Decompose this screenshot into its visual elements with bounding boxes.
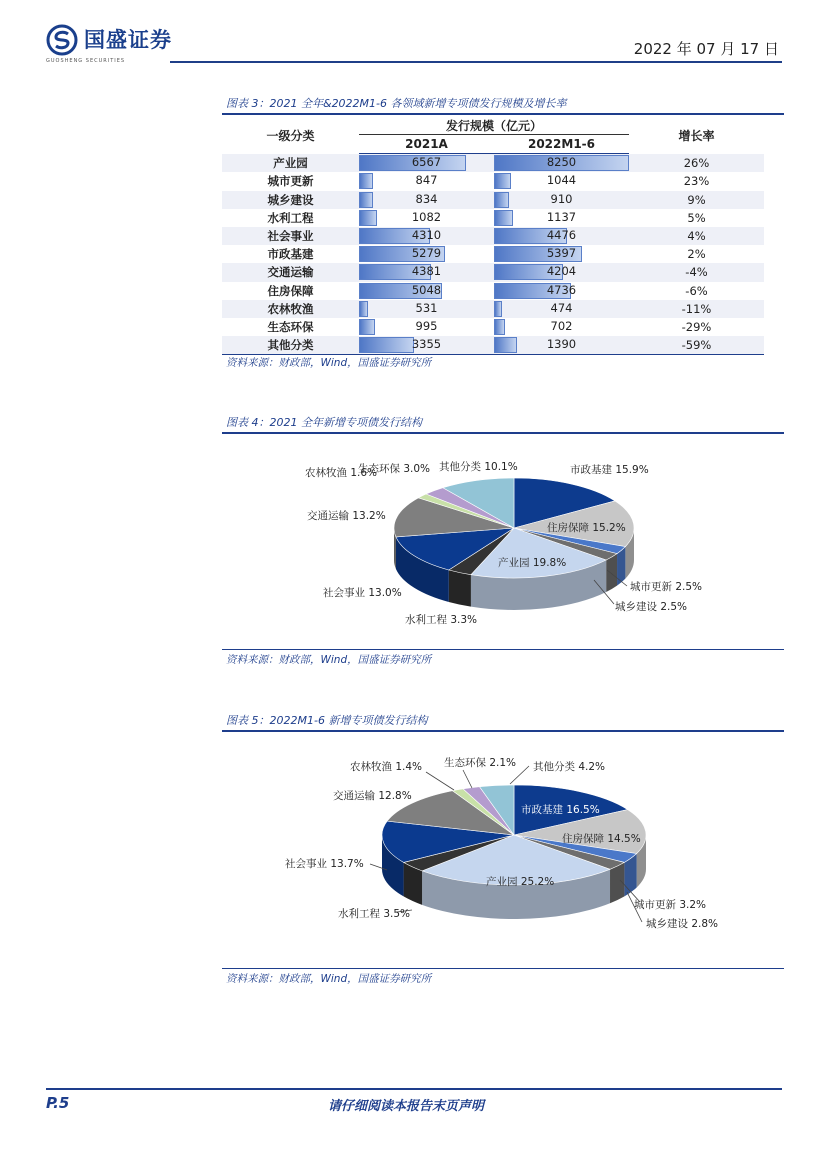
growth-cell: 9% bbox=[629, 191, 764, 209]
col-header-growth: 增长率 bbox=[678, 128, 715, 143]
chart5-bottom-rule bbox=[222, 968, 784, 969]
value-label: 847 bbox=[415, 173, 438, 188]
value-cell-v2022 bbox=[494, 154, 629, 173]
growth-cell: 4% bbox=[629, 227, 764, 245]
value-cell-v2021 bbox=[359, 172, 494, 190]
chart4-top-rule bbox=[222, 432, 784, 434]
page-number: P.5 bbox=[46, 1094, 70, 1112]
value-label: 995 bbox=[415, 318, 438, 333]
table-row bbox=[222, 300, 764, 318]
row-category: 生态环保 bbox=[267, 319, 314, 334]
pie-chart-2022 bbox=[222, 740, 784, 965]
pie-label-住房保障: 住房保障 15.2% bbox=[547, 522, 626, 534]
row-category: 农林牧渔 bbox=[222, 300, 359, 318]
table-row bbox=[222, 209, 764, 227]
growth-cell: -11% bbox=[629, 300, 764, 318]
growth-cell: -4% bbox=[629, 263, 764, 281]
pie-label-住房保障: 住房保障 14.5% bbox=[562, 833, 641, 845]
pie-label-生态环保: 生态环保 3.0% bbox=[358, 463, 431, 475]
pie-label-城市更新: 城市更新 2.5% bbox=[630, 581, 703, 593]
table-row bbox=[222, 172, 764, 190]
chart5-top-rule bbox=[222, 730, 784, 732]
pie-leader-line bbox=[426, 772, 454, 790]
pie-chart-2021 bbox=[222, 440, 784, 645]
pie-label-城市更新: 城市更新 3.2% bbox=[634, 899, 707, 911]
pie-label-社会事业: 社会事业 13.0% bbox=[323, 587, 402, 599]
table-source: 资料来源：财政部，Wind，国盛证券研究所 bbox=[226, 357, 432, 369]
footer-divider bbox=[46, 1088, 782, 1090]
row-category: 市政基建 bbox=[267, 247, 314, 262]
value-label: 4736 bbox=[546, 282, 577, 297]
report-date: 2022 年 07 月 17 日 bbox=[633, 40, 779, 58]
growth-cell: 2% bbox=[687, 247, 706, 262]
value-cell-v2022 bbox=[494, 263, 629, 281]
value-cell-v2021 bbox=[359, 227, 494, 245]
value-label: 834 bbox=[415, 191, 438, 206]
brand-subtitle: GUOSHENG SECURITIES bbox=[46, 58, 126, 64]
chart5-caption: 图表 5：2022M1-6 新增专项债发行结构 bbox=[226, 714, 428, 727]
value-label: 702 bbox=[550, 318, 573, 333]
col-header-category: 一级分类 bbox=[266, 128, 315, 143]
value-cell-v2022 bbox=[494, 336, 629, 355]
value-cell-v2021 bbox=[359, 154, 494, 173]
pie-label-市政基建: 市政基建 16.5% bbox=[521, 804, 600, 816]
value-label: 4381 bbox=[411, 264, 442, 279]
pie-label-交通运输: 交通运输 13.2% bbox=[307, 510, 386, 522]
pie-label-生态环保: 生态环保 2.1% bbox=[444, 757, 517, 769]
value-cell-v2022 bbox=[494, 300, 629, 318]
value-label: 910 bbox=[550, 191, 573, 206]
chart4-caption: 图表 4：2021 全年新增专项债发行结构 bbox=[226, 416, 422, 429]
chart4-source: 资料来源：财政部，Wind，国盛证券研究所 bbox=[226, 654, 432, 666]
value-cell-v2022 bbox=[494, 282, 629, 300]
row-category: 交通运输 bbox=[222, 263, 359, 281]
table-row bbox=[222, 227, 764, 245]
value-cell-v2022 bbox=[494, 227, 629, 245]
value-cell-v2021 bbox=[359, 191, 494, 209]
value-label: 5397 bbox=[546, 246, 577, 261]
pie-label-市政基建: 市政基建 15.9% bbox=[570, 464, 649, 476]
value-cell-v2022 bbox=[494, 245, 629, 263]
col-header-2021: 2021A bbox=[359, 135, 494, 154]
table-row bbox=[222, 191, 764, 209]
pie-label-其他分类: 其他分类 4.2% bbox=[533, 761, 606, 773]
table-top-rule bbox=[222, 113, 784, 115]
growth-cell: -29% bbox=[681, 319, 712, 334]
row-category: 社会事业 bbox=[222, 227, 359, 245]
value-label: 6567 bbox=[411, 155, 442, 170]
brand-logo-icon bbox=[46, 24, 78, 56]
value-cell-v2021 bbox=[359, 336, 494, 355]
table-row bbox=[222, 154, 764, 173]
value-cell-v2021 bbox=[359, 300, 494, 318]
pie-leader-line bbox=[463, 770, 472, 788]
growth-cell: 23% bbox=[683, 174, 710, 189]
value-cell-v2021 bbox=[359, 245, 494, 263]
pie-label-城乡建设: 城乡建设 2.8% bbox=[646, 918, 719, 930]
pie-label-水利工程: 水利工程 3.3% bbox=[405, 614, 478, 626]
growth-cell: 26% bbox=[629, 154, 764, 173]
pie-label-水利工程: 水利工程 3.5% bbox=[338, 908, 411, 920]
chart5-source: 资料来源：财政部，Wind，国盛证券研究所 bbox=[226, 973, 432, 985]
value-cell-v2021 bbox=[359, 282, 494, 300]
pie-label-农林牧渔: 农林牧渔 1.4% bbox=[350, 761, 423, 773]
value-cell-v2022 bbox=[494, 209, 629, 227]
row-category: 住房保障 bbox=[267, 283, 314, 298]
row-category: 其他分类 bbox=[222, 336, 359, 355]
row-category: 城市更新 bbox=[267, 174, 314, 189]
value-label: 5048 bbox=[411, 282, 442, 297]
pie-label-交通运输: 交通运输 12.8% bbox=[333, 790, 412, 802]
pie-label-产业园: 产业园 25.2% bbox=[486, 876, 555, 888]
value-label: 4476 bbox=[546, 228, 577, 243]
issuance-table bbox=[222, 117, 764, 355]
pie-label-城乡建设: 城乡建设 2.5% bbox=[615, 601, 688, 613]
table-row bbox=[222, 245, 764, 263]
footer-disclaimer: 请仔细阅读本报告末页声明 bbox=[328, 1099, 485, 1114]
value-cell-v2022 bbox=[494, 191, 629, 209]
value-label: 5279 bbox=[411, 246, 442, 261]
row-category: 产业园 bbox=[222, 154, 359, 173]
col-header-2022: 2022M1-6 bbox=[494, 135, 629, 154]
value-label: 474 bbox=[550, 300, 573, 315]
value-label: 8250 bbox=[546, 155, 577, 170]
value-label: 1390 bbox=[546, 337, 577, 352]
value-cell-v2022 bbox=[494, 318, 629, 336]
growth-cell: -6% bbox=[685, 283, 708, 298]
growth-cell: 5% bbox=[687, 210, 706, 225]
table-row bbox=[222, 318, 764, 336]
row-category: 水利工程 bbox=[267, 210, 314, 225]
value-cell-v2021 bbox=[359, 263, 494, 281]
table-caption: 图表 3：2021 全年&2022M1-6 各领域新增专项债发行规模及增长率 bbox=[226, 97, 567, 110]
value-cell-v2021 bbox=[359, 318, 494, 336]
col-header-group: 发行规模（亿元） bbox=[359, 117, 629, 135]
value-label: 1137 bbox=[546, 209, 577, 224]
value-label: 3355 bbox=[411, 337, 442, 352]
value-label: 531 bbox=[415, 300, 438, 315]
table-row bbox=[222, 336, 764, 355]
value-label: 1044 bbox=[546, 173, 577, 188]
value-cell-v2022 bbox=[494, 172, 629, 190]
header-divider bbox=[170, 61, 782, 63]
pie-label-农林牧渔: 农林牧渔 1.6% bbox=[305, 467, 378, 479]
value-label: 4204 bbox=[546, 264, 577, 279]
brand-name: 国盛证券 bbox=[84, 28, 172, 52]
pie-label-产业园: 产业园 19.8% bbox=[498, 557, 567, 569]
pie-label-社会事业: 社会事业 13.7% bbox=[285, 858, 364, 870]
pie-side-水利工程 bbox=[449, 570, 471, 607]
value-label: 4310 bbox=[411, 228, 442, 243]
row-category: 城乡建设 bbox=[222, 191, 359, 209]
table-row bbox=[222, 263, 764, 281]
value-label: 1082 bbox=[411, 209, 442, 224]
pie-label-其他分类: 其他分类 10.1% bbox=[439, 461, 518, 473]
table-row bbox=[222, 282, 764, 300]
growth-cell: -59% bbox=[629, 336, 764, 355]
chart4-bottom-rule bbox=[222, 649, 784, 650]
value-cell-v2021 bbox=[359, 209, 494, 227]
